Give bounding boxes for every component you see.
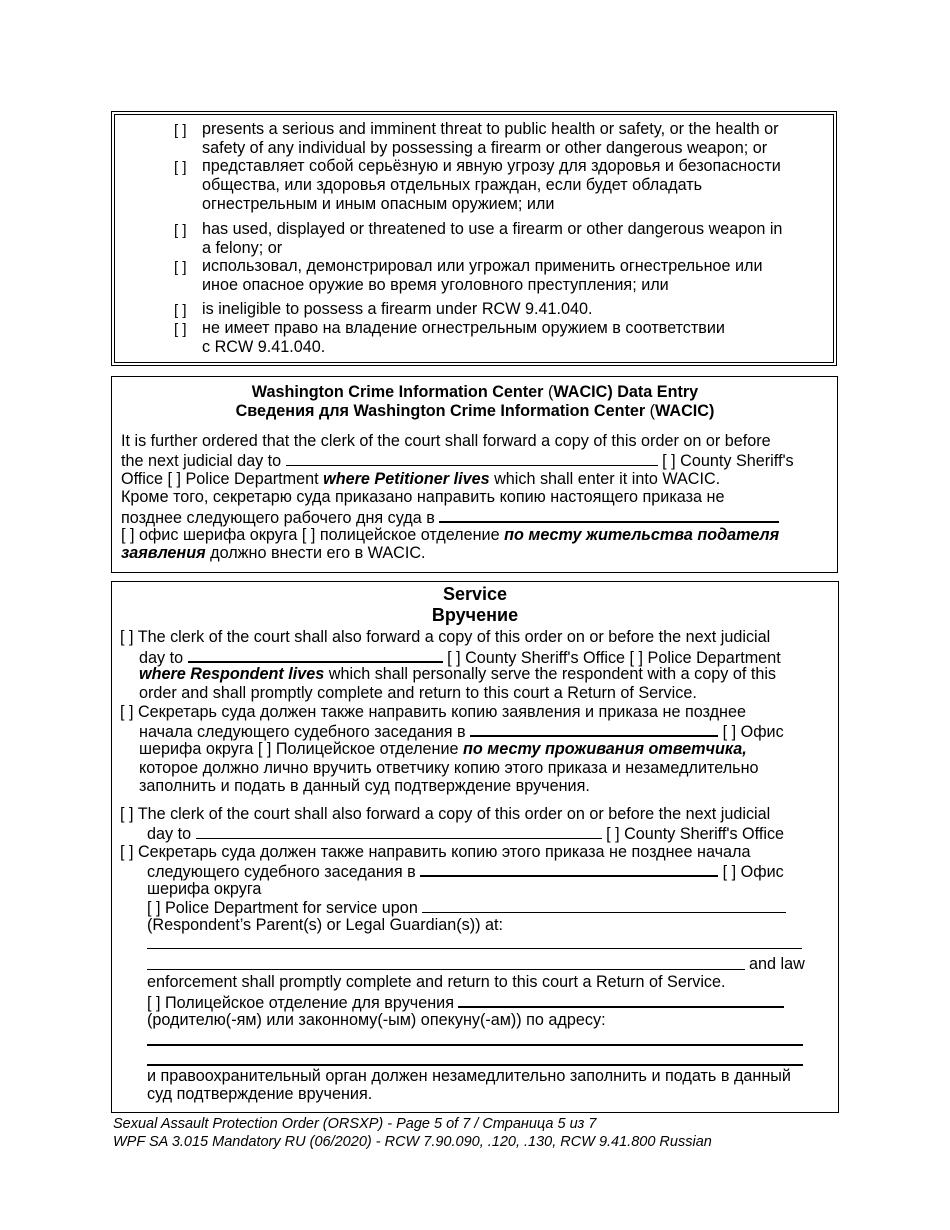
service-title-ru: Вручение [431, 605, 519, 625]
service-upon-blank-ru[interactable] [458, 992, 784, 1008]
service-upon-blank-en[interactable] [422, 898, 786, 913]
wacic-en-line3: Office [ ] Police Department where Petitioner lives which shall enter it into WACIC. [121, 470, 721, 488]
item-ineligible-ru-line1: не имеет право на владение огнестрельным оружием в соответствии [202, 319, 725, 337]
service-p4-line2: следующего судебного заседания в [ ] Офис [147, 863, 784, 881]
service-p4-line14: суд подтверждение вручения. [147, 1085, 373, 1103]
address-line-ru-1[interactable] [147, 1044, 803, 1046]
wacic-agency-blank-ru[interactable] [439, 507, 779, 523]
item-felony-en-line2: a felony; or [202, 239, 283, 257]
address-line-en-1[interactable] [147, 948, 802, 949]
item-ineligible-en-line1: is ineligible to possess a firearm under RCW 9.41.040. [202, 300, 593, 318]
service-p4-line3: шерифа округа [147, 880, 262, 898]
checkbox-threat-ru[interactable]: [ ] [174, 159, 187, 176]
service-p4-line13: и правоохранительный орган должен незамедлительно заполнить и подать в данный [147, 1067, 791, 1085]
wacic-en-line1: It is further ordered that the clerk of the court shall forward a copy of this order on or before [121, 432, 771, 450]
wacic-ru-line2: позднее следующего рабочего дня суда в [121, 507, 779, 528]
service-p2-line2: начала следующего судебного заседания в [ ] Офис [139, 723, 784, 741]
item-felony-ru-line1: использовал, демонстрировал или угрожал применить огнестрельное или [202, 257, 763, 275]
item-threat-ru-line3: огнестрельным и иным опасным оружием; или [202, 195, 555, 213]
service-p4-line8: enforcement shall promptly complete and return to this court a Return of Service. [147, 973, 726, 991]
wacic-ru-line3: [ ] офис шерифа округа [ ] полицейское отделение по месту жительства подателя [121, 526, 780, 544]
checkbox-ineligible-en[interactable]: [ ] [174, 302, 187, 319]
service-p1-line3: where Respondent lives which shall personally serve the respondent with a copy of this [139, 665, 777, 683]
item-threat-ru-line1: представляет собой серьёзную и явную угрозу для здоровья и безопасности [202, 157, 781, 175]
wacic-en-line2: the next judicial day to [ ] County Sheriff's [121, 452, 794, 470]
item-threat-en-line1: presents a serious and imminent threat to public health or safety, or the health or [202, 120, 779, 138]
service-p2-line1: [ ] Секретарь суда должен также направить копию заявления и приказа не позднее [120, 703, 746, 721]
service-p2-blank[interactable] [470, 721, 718, 737]
service-title-en: Service [442, 584, 508, 604]
footer-line1: Sexual Assault Protection Order (ORSXP) - Page 5 of 7 / Страница 5 из 7 [113, 1116, 597, 1132]
service-p1-line4: order and shall promptly complete and return to this court a Return of Service. [139, 684, 697, 702]
item-threat-en-line2: safety of any individual by possessing a firearm or other dangerous weapon; or [202, 139, 768, 157]
service-p4-line1: [ ] Секретарь суда должен также направить копию этого приказа не позднее начала [120, 843, 751, 861]
service-p1-line2: day to [ ] County Sheriff's Office [ ] Police Department [139, 649, 781, 667]
service-p2-line3: шерифа округа [ ] Полицейское отделение по месту проживания ответчика, [139, 740, 747, 758]
item-ineligible-ru-line2: с RCW 9.41.040. [202, 338, 326, 356]
item-felony-en-line1: has used, displayed or threatened to use a firearm or other dangerous weapon in [202, 220, 783, 238]
service-p3-line2: day to [ ] County Sheriff's Office [147, 825, 785, 843]
service-p4-line9: [ ] Полицейское отделение для вручения [147, 992, 784, 1013]
wacic-ru-line4: заявления должно внести его в WACIC. [121, 544, 426, 562]
address-line-en-2[interactable] [147, 969, 745, 970]
service-p4-line10: (родителю(-ям) или законному(-ым) опекуну(-ам)) по адресу: [147, 1011, 606, 1029]
service-p3-blank[interactable] [196, 824, 602, 839]
checkbox-felony-en[interactable]: [ ] [174, 222, 187, 239]
footer-line2: WPF SA 3.015 Mandatory RU (06/2020) - RCW 7.90.090, .120, .130, RCW 9.41.800 Russian [113, 1134, 712, 1150]
service-p4-line4: [ ] Police Department for service upon [147, 898, 786, 918]
service-p4-line5: (Respondent’s Parent(s) or Legal Guardian(s)) at: [147, 916, 503, 934]
wacic-title-ru: Сведения для Washington Crime Information Center (WACIC) [235, 402, 715, 420]
item-threat-ru-line2: общества, или здоровья отдельных граждан, если будет обладать [202, 176, 703, 194]
wacic-ru-line1: Кроме того, секретарю суда приказано направить копию настоящего приказа не [121, 488, 725, 506]
wacic-title-en: Washington Crime Information Center (WACIC) Data Entry [251, 383, 699, 401]
service-p3-line1: [ ] The clerk of the court shall also forward a copy of this order on or before the next judicial [120, 805, 771, 823]
checkbox-felony-ru[interactable]: [ ] [174, 259, 187, 276]
item-felony-ru-line2: иное опасное оружие во время уголовного преступления; или [202, 276, 669, 294]
service-p2-line4: которое должно лично вручить ответчику копию этого приказа и незамедлительно [139, 759, 759, 777]
address-line-ru-2[interactable] [147, 1064, 803, 1066]
service-p1-line1: [ ] The clerk of the court shall also forward a copy of this order on or before the next judicial [120, 628, 771, 646]
service-p4-line7: and law [749, 955, 805, 973]
service-p2-line5: заполнить и подать в данный суд подтверждение вручения. [139, 777, 590, 795]
checkbox-ineligible-ru[interactable]: [ ] [174, 321, 187, 338]
service-p4-blank[interactable] [420, 861, 718, 877]
wacic-agency-blank-en[interactable] [286, 451, 658, 466]
checkbox-threat-en[interactable]: [ ] [174, 122, 187, 139]
service-p1-blank[interactable] [188, 647, 443, 663]
